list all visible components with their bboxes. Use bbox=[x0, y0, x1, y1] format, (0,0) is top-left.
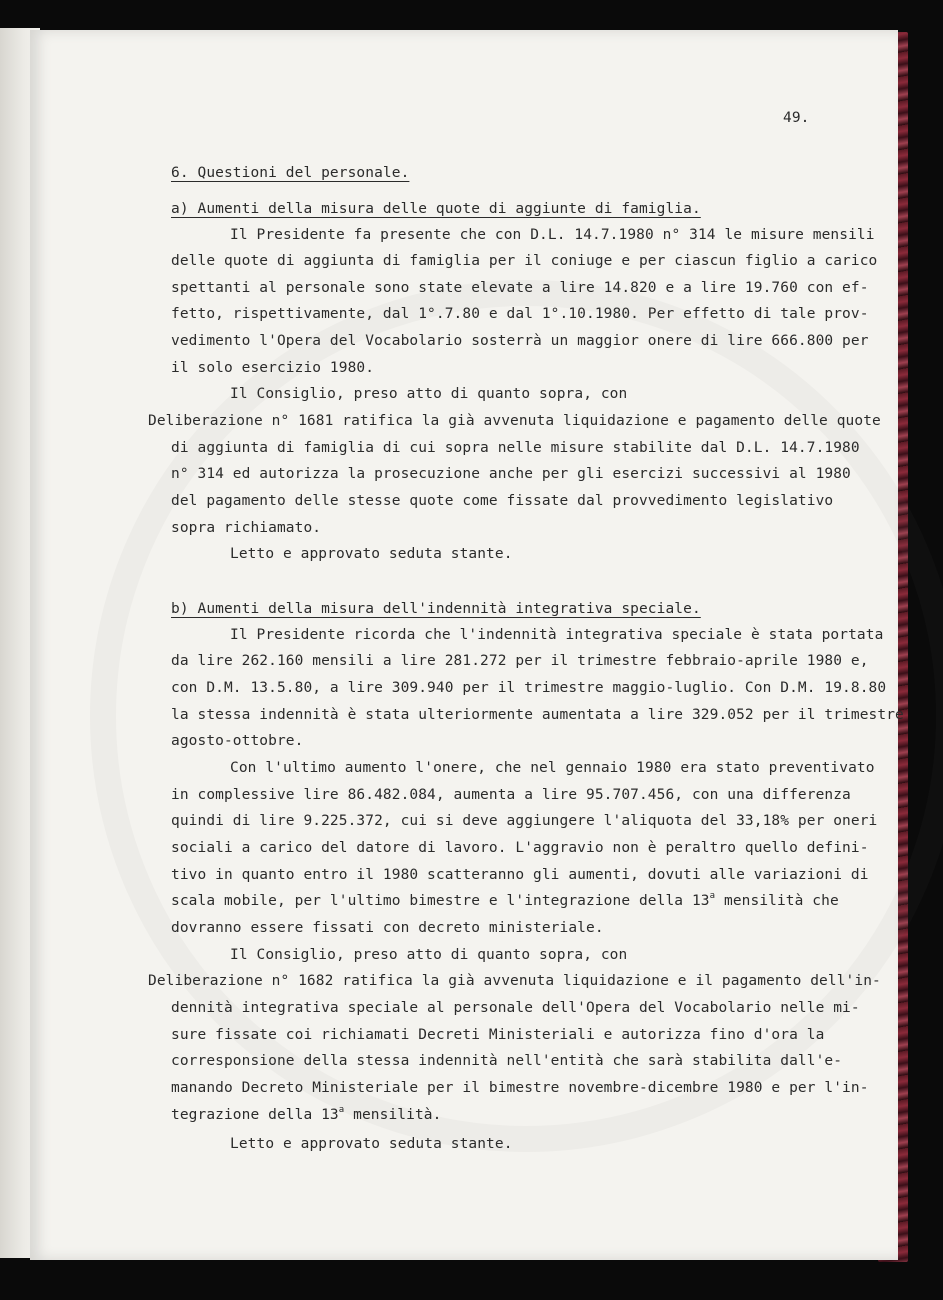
section-heading: 6. Questioni del personale. bbox=[171, 165, 410, 181]
text-line: del pagamento delle stesse quote come fissate dal provvedimento legislativo bbox=[171, 493, 834, 509]
text-line: spettanti al personale sono state elevate a lire 14.820 e a lire 19.760 con ef- bbox=[171, 280, 869, 296]
closing-line: Letto e approvato seduta stante. bbox=[230, 546, 513, 562]
subsection-b-heading: b) Aumenti della misura dell'indennità integrativa speciale. bbox=[171, 601, 701, 617]
text-line: in complessive lire 86.482.084, aumenta a lire 95.707.456, con una differenza bbox=[171, 787, 851, 803]
text-line: tivo in quanto entro il 1980 scatteranno gli aumenti, dovuti alle variazioni di bbox=[171, 867, 869, 883]
text-line: fetto, rispettivamente, dal 1°.7.80 e dal 1°.10.1980. Per effetto di tale prov- bbox=[171, 306, 869, 322]
text-line: sociali a carico del datore di lavoro. L'aggravio non è peraltro quello defini- bbox=[171, 840, 869, 856]
text-line: manando Decreto Ministeriale per il bimestre novembre-dicembre 1980 e per l'in- bbox=[171, 1080, 869, 1096]
text-line: con D.M. 13.5.80, a lire 309.940 per il trimestre maggio-luglio. Con D.M. 19.8.80 bbox=[171, 680, 887, 696]
text-line: Il Presidente fa presente che con D.L. 14.7.1980 n° 314 le misure mensili bbox=[230, 227, 875, 243]
page-number: 49. bbox=[783, 110, 810, 126]
text-line: sopra richiamato. bbox=[171, 520, 322, 536]
text-line: Deliberazione n° 1682 ratifica la già avvenuta liquidazione e il pagamento dell'in- bbox=[148, 973, 881, 989]
text-line: da lire 262.160 mensili a lire 281.272 per il trimestre febbraio-aprile 1980 e, bbox=[171, 653, 869, 669]
document-page bbox=[30, 30, 904, 1260]
text-line: il solo esercizio 1980. bbox=[171, 360, 375, 376]
superscript: a bbox=[709, 891, 716, 901]
text-line: agosto-ottobre. bbox=[171, 733, 304, 749]
text-line: dennità integrativa speciale al personale dell'Opera del Vocabolario nelle mi- bbox=[171, 1000, 860, 1016]
text-line: scala mobile, per l'ultimo bimestre e l'integrazione della 13$^a$ mensilità che bbox=[171, 891, 839, 909]
text-line: Con l'ultimo aumento l'onere, che nel gennaio 1980 era stato preventivato bbox=[230, 760, 875, 776]
text-line: dovranno essere fissati con decreto ministeriale. bbox=[171, 920, 604, 936]
closing-line: Letto e approvato seduta stante. bbox=[230, 1136, 513, 1152]
subsection-a-heading: a) Aumenti della misura delle quote di aggiunte di famiglia. bbox=[171, 201, 701, 217]
text-line: n° 314 ed autorizza la prosecuzione anche per gli esercizi successivi al 1980 bbox=[171, 466, 851, 482]
text-line: la stessa indennità è stata ulteriormente aumentata a lire 329.052 per il trimestre bbox=[171, 707, 904, 723]
text-line: tegrazione della 13$^a$ mensilità. bbox=[171, 1105, 442, 1123]
text-line: delle quote di aggiunta di famiglia per il coniuge e per ciascun figlio a carico bbox=[171, 253, 878, 269]
text-line: Il Consiglio, preso atto di quanto sopra, con bbox=[230, 947, 628, 963]
text-line: di aggiunta di famiglia di cui sopra nelle misure stabilite dal D.L. 14.7.1980 bbox=[171, 440, 860, 456]
text-line: Il Consiglio, preso atto di quanto sopra, con bbox=[230, 386, 628, 402]
text-line: quindi di lire 9.225.372, cui si deve aggiungere l'aliquota del 33,18% per oneri bbox=[171, 813, 878, 829]
text-line: Deliberazione n° 1681 ratifica la già avvenuta liquidazione e pagamento delle quote bbox=[148, 413, 881, 429]
text-line: vedimento l'Opera del Vocabolario sosterrà un maggior onere di lire 666.800 per bbox=[171, 333, 869, 349]
superscript: a bbox=[338, 1105, 345, 1115]
text-line: sure fissate coi richiamati Decreti Ministeriali e autorizza fino d'ora la bbox=[171, 1027, 825, 1043]
text-line: Il Presidente ricorda che l'indennità integrativa speciale è stata portata bbox=[230, 627, 884, 643]
text-line: corresponsione della stessa indennità nell'entità che sarà stabilita dall'e- bbox=[171, 1053, 843, 1069]
